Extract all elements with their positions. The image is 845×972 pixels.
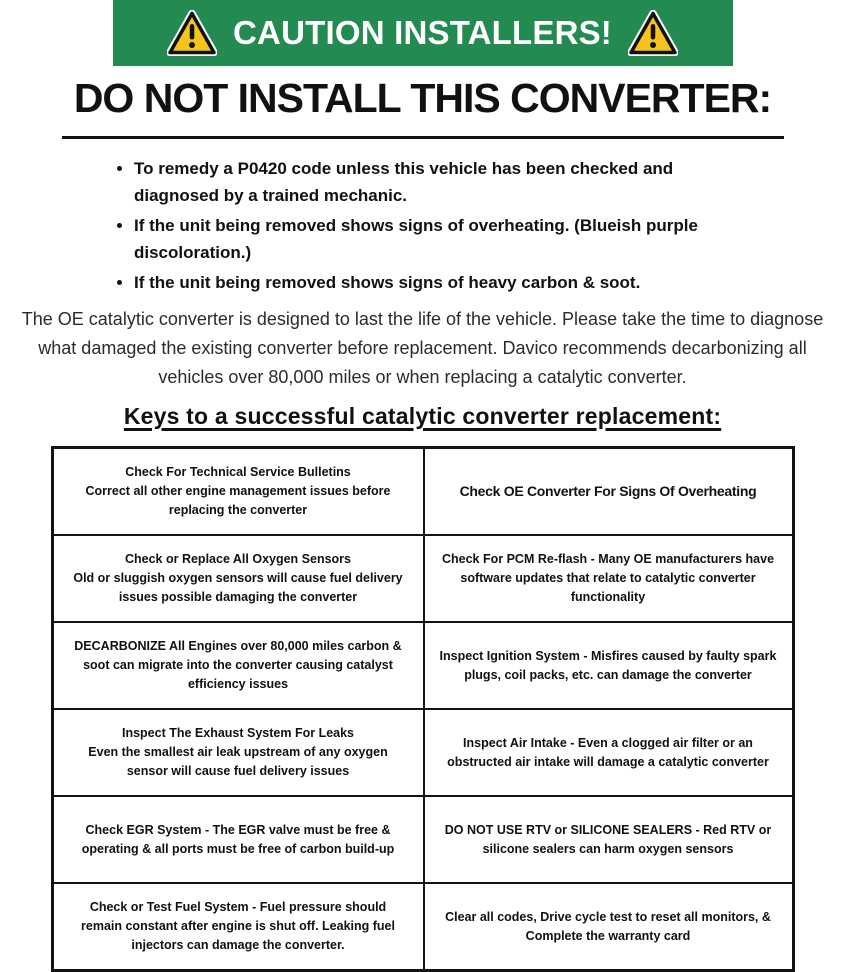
cell-text: Check For Technical Service Bulletins: [125, 465, 351, 480]
keys-cell-right: [424, 796, 794, 883]
cell-text: Check or Replace All Oxygen Sensors: [124, 552, 351, 567]
keys-cell-right: [424, 622, 794, 709]
cell-text: Check For PCM Re-flash - Many OE manufacturers have software updates that relate to catalytic converter functionality: [441, 552, 775, 604]
keys-cell-left: [52, 535, 424, 622]
keys-cell-right: [424, 535, 794, 622]
warning-bullet: • If the unit being removed shows signs of overheating. (Blueish purple discoloration.): [134, 212, 747, 266]
page-title: DO NOT INSTALL THIS CONVERTER:: [73, 75, 772, 121]
keys-cell-left: [52, 883, 424, 971]
cell-text: Inspect Ignition System - Misfires caused by faulty spark plugs, coil packs, etc. can damage the converter: [439, 648, 777, 682]
table-row: [52, 709, 793, 796]
warning-triangle-icon: [167, 10, 217, 56]
cell-text: Even the smallest air leak upstream of any oxygen sensor will cause fuel delivery issues: [88, 745, 388, 778]
keys-table: [51, 446, 795, 972]
cell-text: DO NOT USE RTV or SILICONE SEALERS - Red RTV or silicone sealers can harm oxygen sensors: [444, 822, 772, 856]
warning-bullet-list: [116, 155, 747, 296]
keys-cell-left: [52, 622, 424, 709]
keys-cell-left: [52, 448, 424, 536]
cell-text: DECARBONIZE All Engines over 80,000 miles carbon & soot can migrate into the converter causing catalyst efficiency issues: [74, 639, 402, 691]
cell-text: Clear all codes, Drive cycle test to reset all monitors, & Complete the warranty card: [445, 909, 771, 943]
banner-title: CAUTION INSTALLERS!: [233, 14, 612, 51]
table-row: [52, 883, 793, 971]
cell-text: Inspect Air Intake - Even a clogged air filter or an obstructed air intake will damage a catalytic converter: [447, 735, 769, 769]
table-row: [52, 535, 793, 622]
cell-text: Old or sluggish oxygen sensors will cause fuel delivery issues possible damaging the converter: [73, 571, 403, 604]
warning-bullet: • To remedy a P0420 code unless this vehicle has been checked and diagnosed by a trained mechanic.: [134, 155, 747, 209]
keys-cell-left: [52, 796, 424, 883]
table-row: [52, 796, 793, 883]
keys-cell-left: [52, 709, 424, 796]
cell-text: Check EGR System - The EGR valve must be free & operating & all ports must be free of carbon build-up: [81, 822, 395, 856]
keys-heading: Keys to a successful catalytic converter replacement:: [123, 403, 722, 429]
caution-banner: [113, 0, 733, 66]
cell-text: Inspect The Exhaust System For Leaks: [121, 726, 355, 741]
keys-cell-right: [424, 883, 794, 971]
warning-bullet: • If the unit being removed shows signs of heavy carbon & soot.: [134, 269, 747, 296]
warning-triangle-icon: [628, 10, 678, 56]
cell-text: Check or Test Fuel System - Fuel pressure should remain constant after engine is shut off. Leaking fuel injectors can damage the converter.: [81, 900, 395, 952]
cell-text: Correct all other engine management issues before replacing the converter: [85, 484, 391, 517]
table-row: [52, 448, 793, 536]
keys-cell-right: [424, 709, 794, 796]
advisory-paragraph: The OE catalytic converter is designed to last the life of the vehicle. Please take the time to diagnose what damaged the existing converter before replacement. Davico recommends decarbonizing all vehicles over 80,000 miles or when replacing a catalytic converter.: [21, 309, 824, 387]
table-row: [52, 622, 793, 709]
divider-line: [62, 136, 784, 139]
cell-text: Check OE Converter For Signs Of Overheating: [459, 483, 757, 499]
keys-cell-right: [424, 448, 794, 536]
